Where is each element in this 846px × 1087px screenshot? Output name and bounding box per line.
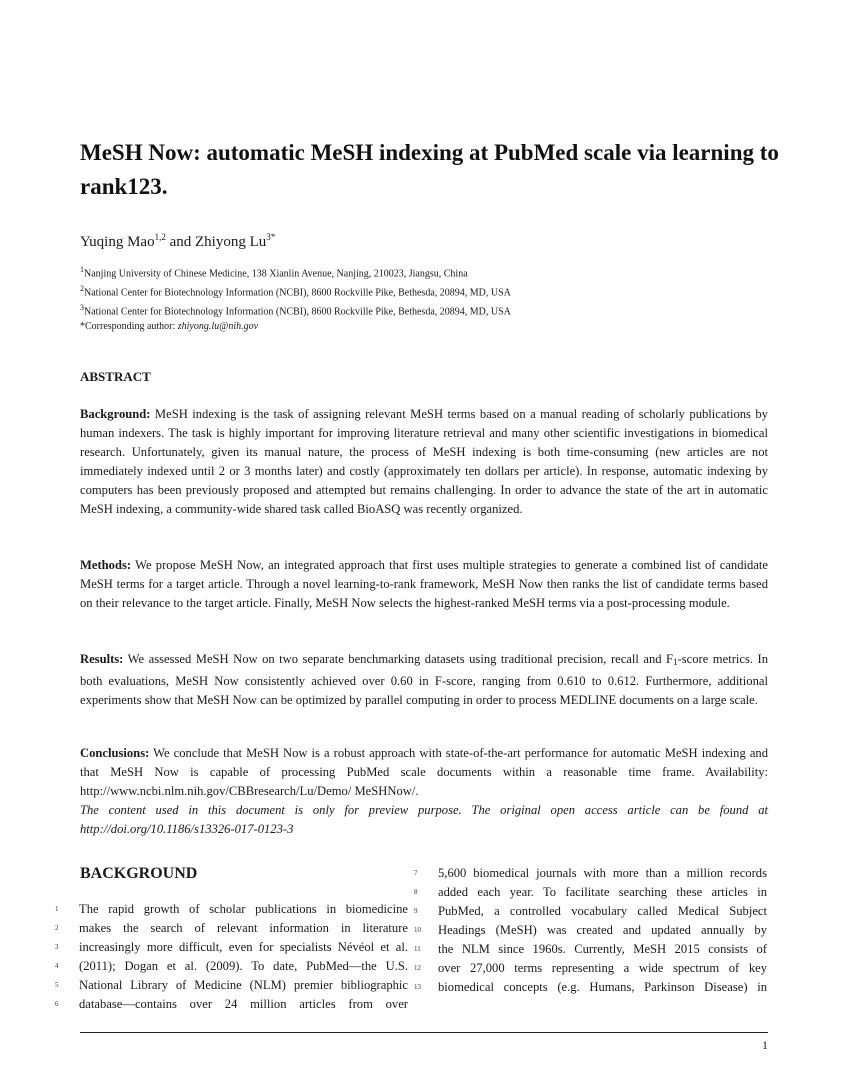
affiliation-text: Nanjing University of Chinese Medicine, 138 Xianlin Avenue, Nanjing, 210023, Jiangsu, China	[84, 268, 468, 280]
line-text: increasingly more difficult, even for specialists Névéol et al.	[79, 940, 408, 954]
line-number: 5	[55, 981, 59, 989]
affiliation	[80, 301, 511, 319]
text-line	[55, 957, 408, 976]
author-affiliation-mark: 1,2	[154, 232, 166, 242]
text-line	[414, 940, 767, 959]
affiliation-text: National Center for Biotechnology Information (NCBI), 8600 Rockville Pike, Bethesda, 20894, MD, USA	[84, 306, 511, 318]
line-number: 1	[55, 905, 59, 913]
corresponding-author	[80, 320, 258, 334]
corresponding-email: zhiyong.lu@nih.gov	[177, 321, 259, 332]
body-column-right	[414, 864, 767, 997]
text-line	[55, 976, 408, 995]
text-line	[414, 921, 767, 940]
line-number: 6	[55, 1000, 59, 1008]
line-text: 5,600 biomedical journals with more than a million records	[438, 866, 767, 880]
line-text: database—contains over 24 million articles from over	[79, 997, 408, 1011]
paper-title: MeSH Now: automatic MeSH indexing at PubMed scale via learning to rank123.	[80, 140, 779, 199]
f1-subscript: 1	[673, 657, 678, 667]
line-text: over 27,000 terms representing a wide spectrum of key	[438, 961, 767, 975]
text-line	[414, 959, 767, 978]
abstract-results-text: We assessed MeSH Now on two separate benchmarking datasets using traditional precision, recall and F	[127, 652, 674, 666]
abstract-results-text-continued: -score metrics. In both evaluations, MeSH Now consistently achieved over 0.60 in F-score, ranging from 0.610 to 0.612. Furthermore, additional experiments show that MeSH Now can be optimized by parallel computing in order to process MEDLINE documents on a large scale.	[80, 652, 768, 707]
abstract-results-label: Results:	[80, 652, 124, 666]
body-column-left	[55, 900, 408, 1014]
line-number: 3	[55, 943, 59, 951]
corresponding-label: *Corresponding author:	[80, 321, 176, 332]
line-text: Headings (MeSH) was created and updated annually by	[438, 923, 767, 937]
line-text: The rapid growth of scholar publications in biomedicine	[79, 902, 408, 916]
abstract-conclusions	[80, 744, 768, 839]
line-text: biomedical concepts (e.g. Humans, Parkinson Disease) in	[438, 980, 767, 994]
text-line	[414, 978, 767, 997]
affiliation-number: 3	[80, 303, 84, 312]
author-conjunction: and	[169, 234, 192, 250]
abstract-background-text: MeSH indexing is the task of assigning relevant MeSH terms based on a manual reading of scholarly publications by human indexers. The task is highly important for improving literature retrieval and many other scientific investigations in biomedical research. Unfortunately, given its manual nature, the process of MeSH indexing is both time-consuming (new articles are not immediately indexed until 2 or 3 months later) and costly (approximately ten dollars per article). In response, automatic indexing by computers has been previously proposed and attempted but remains challenging. In order to advance the state of the art in automatic MeSH indexing, a community-wide shared task called BioASQ was recently organized.	[80, 407, 768, 516]
affiliation-number: 1	[80, 265, 84, 274]
line-number: 12	[414, 964, 421, 972]
abstract-methods-label: Methods:	[80, 558, 132, 572]
text-line	[55, 900, 408, 919]
line-text: added each year. To facilitate searching these articles in	[438, 885, 767, 899]
text-line	[414, 864, 767, 883]
line-number: 7	[414, 869, 418, 877]
text-line	[414, 883, 767, 902]
line-text: makes the search of relevant information in literature	[79, 921, 408, 935]
abstract-background	[80, 405, 768, 518]
line-number: 13	[414, 983, 421, 991]
page-number: 1	[762, 1038, 768, 1052]
affiliation-number: 2	[80, 284, 84, 293]
line-number: 11	[414, 945, 421, 953]
line-text: the NLM since 1960s. Currently, MeSH 2015 consists of	[438, 942, 767, 956]
abstract-background-label: Background:	[80, 407, 151, 421]
text-line	[55, 938, 408, 957]
line-text: PubMed, a controlled vocabulary called Medical Subject	[438, 904, 767, 918]
line-number: 10	[414, 926, 421, 934]
preview-note: The content used in this document is only for preview purpose. The original open access article can be found at http://doi.org/10.1186/s13326-017-0123-3	[80, 802, 768, 836]
abstract-results	[80, 650, 768, 710]
line-number: 8	[414, 888, 418, 896]
line-number: 4	[55, 962, 59, 970]
text-line	[55, 919, 408, 938]
abstract-conclusions-text: We conclude that MeSH Now is a robust approach with state-of-the-art performance for automatic MeSH indexing and that MeSH Now is capable of processing PubMed scale documents within a reasonable time frame. Availability: http://www.ncbi.nlm.nih.gov/CBBresearch/Lu/Demo/ MeSHNow/.	[80, 746, 769, 798]
abstract-conclusions-label: Conclusions:	[80, 746, 150, 760]
footer-rule	[80, 1032, 768, 1033]
line-text: National Library of Medicine (NLM) premier bibliographic	[79, 978, 408, 992]
abstract-methods	[80, 556, 768, 613]
abstract-heading: ABSTRACT	[80, 369, 151, 384]
line-number: 2	[55, 924, 59, 932]
author-name: Yuqing Mao	[80, 234, 155, 250]
abstract-methods-text: We propose MeSH Now, an integrated approach that first uses multiple strategies to generate a combined list of candidate MeSH terms for a target article. Through a novel learning-to-rank framework, MeSH Now then ranks the list of candidate terms based on their relevance to the target article. Finally, MeSH Now selects the highest-ranked MeSH terms via a post-processing module.	[80, 558, 769, 610]
line-text: (2011); Dogan et al. (2009). To date, PubMed—the U.S.	[79, 959, 408, 973]
affiliation-text: National Center for Biotechnology Information (NCBI), 8600 Rockville Pike, Bethesda, 20894, MD, USA	[84, 287, 511, 299]
author-list	[80, 227, 275, 252]
affiliation	[80, 282, 511, 300]
line-number: 9	[414, 907, 418, 915]
text-line	[55, 995, 408, 1014]
background-heading: BACKGROUND	[80, 865, 198, 882]
author-affiliation-mark: 3*	[266, 232, 276, 242]
affiliation	[80, 263, 468, 281]
author-name: Zhiyong Lu	[195, 234, 267, 250]
text-line	[414, 902, 767, 921]
